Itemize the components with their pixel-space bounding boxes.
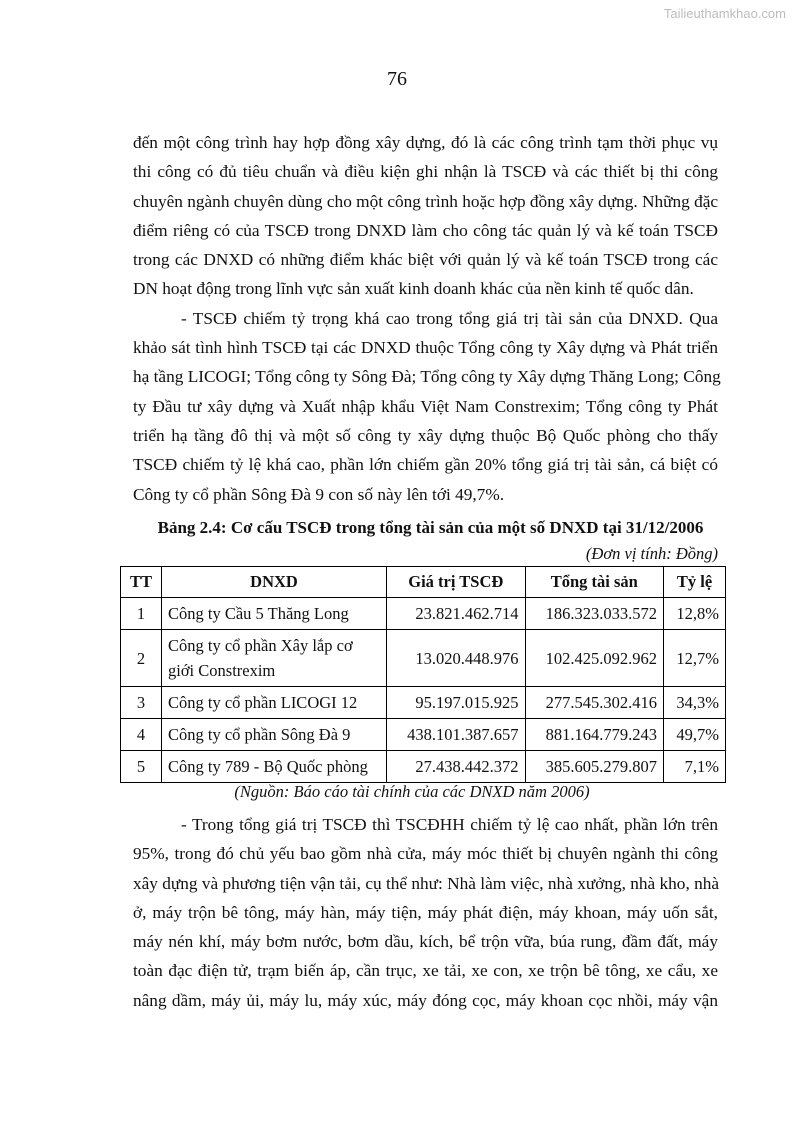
cell-fixed-assets: 95.197.015.925 <box>387 687 526 719</box>
table-row <box>121 630 726 687</box>
cell-ratio: 7,1% <box>664 751 726 783</box>
cell-name: Công ty cổ phần LICOGI 12 <box>162 687 387 719</box>
text-line: xây dựng và phương tiện vận tải, cụ thể như: Nhà làm việc, nhà xưởng, nhà kho, nhà <box>133 873 720 893</box>
cell-name-line2: giới Constrexim <box>168 661 276 680</box>
cell-tt: 4 <box>121 719 162 751</box>
cell-ratio: 12,8% <box>664 598 726 630</box>
text-line: trong các DNXD có những điểm khác biệt với quản lý và kế toán TSCĐ trong các <box>133 250 718 270</box>
cell-tt: 1 <box>121 598 162 630</box>
header-fixed-assets: Giá trị TSCĐ <box>387 567 526 598</box>
header-dnxd: DNXD <box>162 567 387 598</box>
paragraph-2 <box>133 304 721 509</box>
cell-fixed-assets: 438.101.387.657 <box>387 719 526 751</box>
table-row <box>121 719 726 751</box>
paragraph-1 <box>133 128 718 304</box>
page-number: 76 <box>387 68 407 90</box>
table-header-row <box>121 567 726 598</box>
cell-ratio: 49,7% <box>664 719 726 751</box>
cell-total-assets: 186.323.033.572 <box>525 598 664 630</box>
cell-fixed-assets: 27.438.442.372 <box>387 751 526 783</box>
cell-fixed-assets: 13.020.448.976 <box>387 630 526 687</box>
cell-tt: 2 <box>121 630 162 687</box>
text-line: ty Đầu tư xây dựng và Xuất nhập khẩu Việt Nam Constrexim; Tổng công ty Phát <box>133 396 718 416</box>
main-text <box>133 128 721 568</box>
paragraph-3 <box>133 810 718 1015</box>
table-row <box>121 598 726 630</box>
text-line: thi công có đủ tiêu chuẩn và điều kiện ghi nhận là TSCĐ và các thiết bị thi công <box>133 162 718 182</box>
watermark: Tailieuthamkhao.com <box>663 6 786 21</box>
main-text-continued <box>133 810 718 1015</box>
text-line: DN hoạt động trong lĩnh vực sản xuất kinh doanh khác của nền kinh tế quốc dân. <box>133 279 694 299</box>
cell-tt: 5 <box>121 751 162 783</box>
text-line: điểm riêng có của TSCĐ trong DNXD làm cho công tác quản lý và kế toán TSCĐ <box>133 220 718 240</box>
cell-name-line1: Công ty cổ phần Xây lắp cơ <box>168 636 353 655</box>
cell-name: Công ty Cầu 5 Thăng Long <box>162 598 387 630</box>
text-line: chuyên ngành chuyên dùng cho một công trình hoặc hợp đồng xây dựng. Những đặc <box>133 191 719 211</box>
cell-total-assets: 277.545.302.416 <box>525 687 664 719</box>
cell-total-assets: 102.425.092.962 <box>525 630 664 687</box>
table-row <box>121 687 726 719</box>
table-row <box>121 751 726 783</box>
text-line: triển hạ tầng đô thị và một số công ty xây dựng thuộc Bộ Quốc phòng cho thấy <box>133 425 718 445</box>
cell-fixed-assets: 23.821.462.714 <box>387 598 526 630</box>
text-line: đến một công trình hay hợp đồng xây dựng, đó là các công trình tạm thời phục vụ <box>133 133 718 152</box>
text-line: máy nén khí, máy bơm nước, bơm dầu, kích, bể trộn vữa, búa rung, đầm đất, máy <box>133 932 718 952</box>
cell-name: Công ty 789 - Bộ Quốc phòng <box>162 751 387 783</box>
header-ratio: Tỷ lệ <box>664 567 726 598</box>
text-line: Công ty cổ phần Sông Đà 9 con số này lên tới 49,7%. <box>133 484 505 504</box>
text-line: 95%, trong đó chủ yếu bao gồm nhà cửa, máy móc thiết bị chuyên ngành thi công <box>133 844 718 864</box>
header-total-assets: Tổng tài sản <box>525 567 664 598</box>
table-unit: (Đơn vị tính: Đồng) <box>585 543 718 563</box>
header-tt: TT <box>121 567 162 598</box>
cell-ratio: 34,3% <box>664 687 726 719</box>
cell-tt: 3 <box>121 687 162 719</box>
text-line: toàn đạc điện tử, trạm biến áp, cần trục, xe tải, xe con, xe trộn bê tông, xe cẩu, xe <box>133 961 718 981</box>
text-line: khảo sát tình hình TSCĐ tại các DNXD thuộc Tổng công ty Xây dựng và Phát triển <box>133 338 718 358</box>
text-line: TSCĐ chiếm tỷ lệ khá cao, phần lớn chiếm gần 20% tổng giá trị tài sản, cá biệt có <box>133 455 718 475</box>
text-line: - TSCĐ chiếm tỷ trọng khá cao trong tổng giá trị tài sản của DNXD. Qua <box>181 308 718 328</box>
cell-total-assets: 385.605.279.807 <box>525 751 664 783</box>
asset-structure-table <box>120 566 726 783</box>
text-line: ở, máy trộn bê tông, máy hàn, máy tiện, máy phát điện, máy khoan, máy uốn sắt, <box>133 902 718 922</box>
table-caption: Bảng 2.4: Cơ cấu TSCĐ trong tổng tài sản của một số DNXD tại 31/12/2006 <box>157 517 704 537</box>
text-line: nâng dầm, máy ủi, máy lu, máy xúc, máy đóng cọc, máy khoan cọc nhồi, máy vận <box>133 990 718 1010</box>
cell-total-assets: 881.164.779.243 <box>525 719 664 751</box>
table-source: (Nguồn: Báo cáo tài chính của các DNXD năm 2006) <box>234 782 590 801</box>
cell-name: Công ty cổ phần Sông Đà 9 <box>162 719 387 751</box>
cell-name <box>162 630 387 687</box>
text-line: - Trong tổng giá trị TSCĐ thì TSCĐHH chiếm tỷ lệ cao nhất, phần lớn trên <box>181 815 718 834</box>
text-line: hạ tầng LICOGI; Tổng công ty Sông Đà; Tổng công ty Xây dựng Thăng Long; Công <box>133 367 721 387</box>
cell-ratio: 12,7% <box>664 630 726 687</box>
